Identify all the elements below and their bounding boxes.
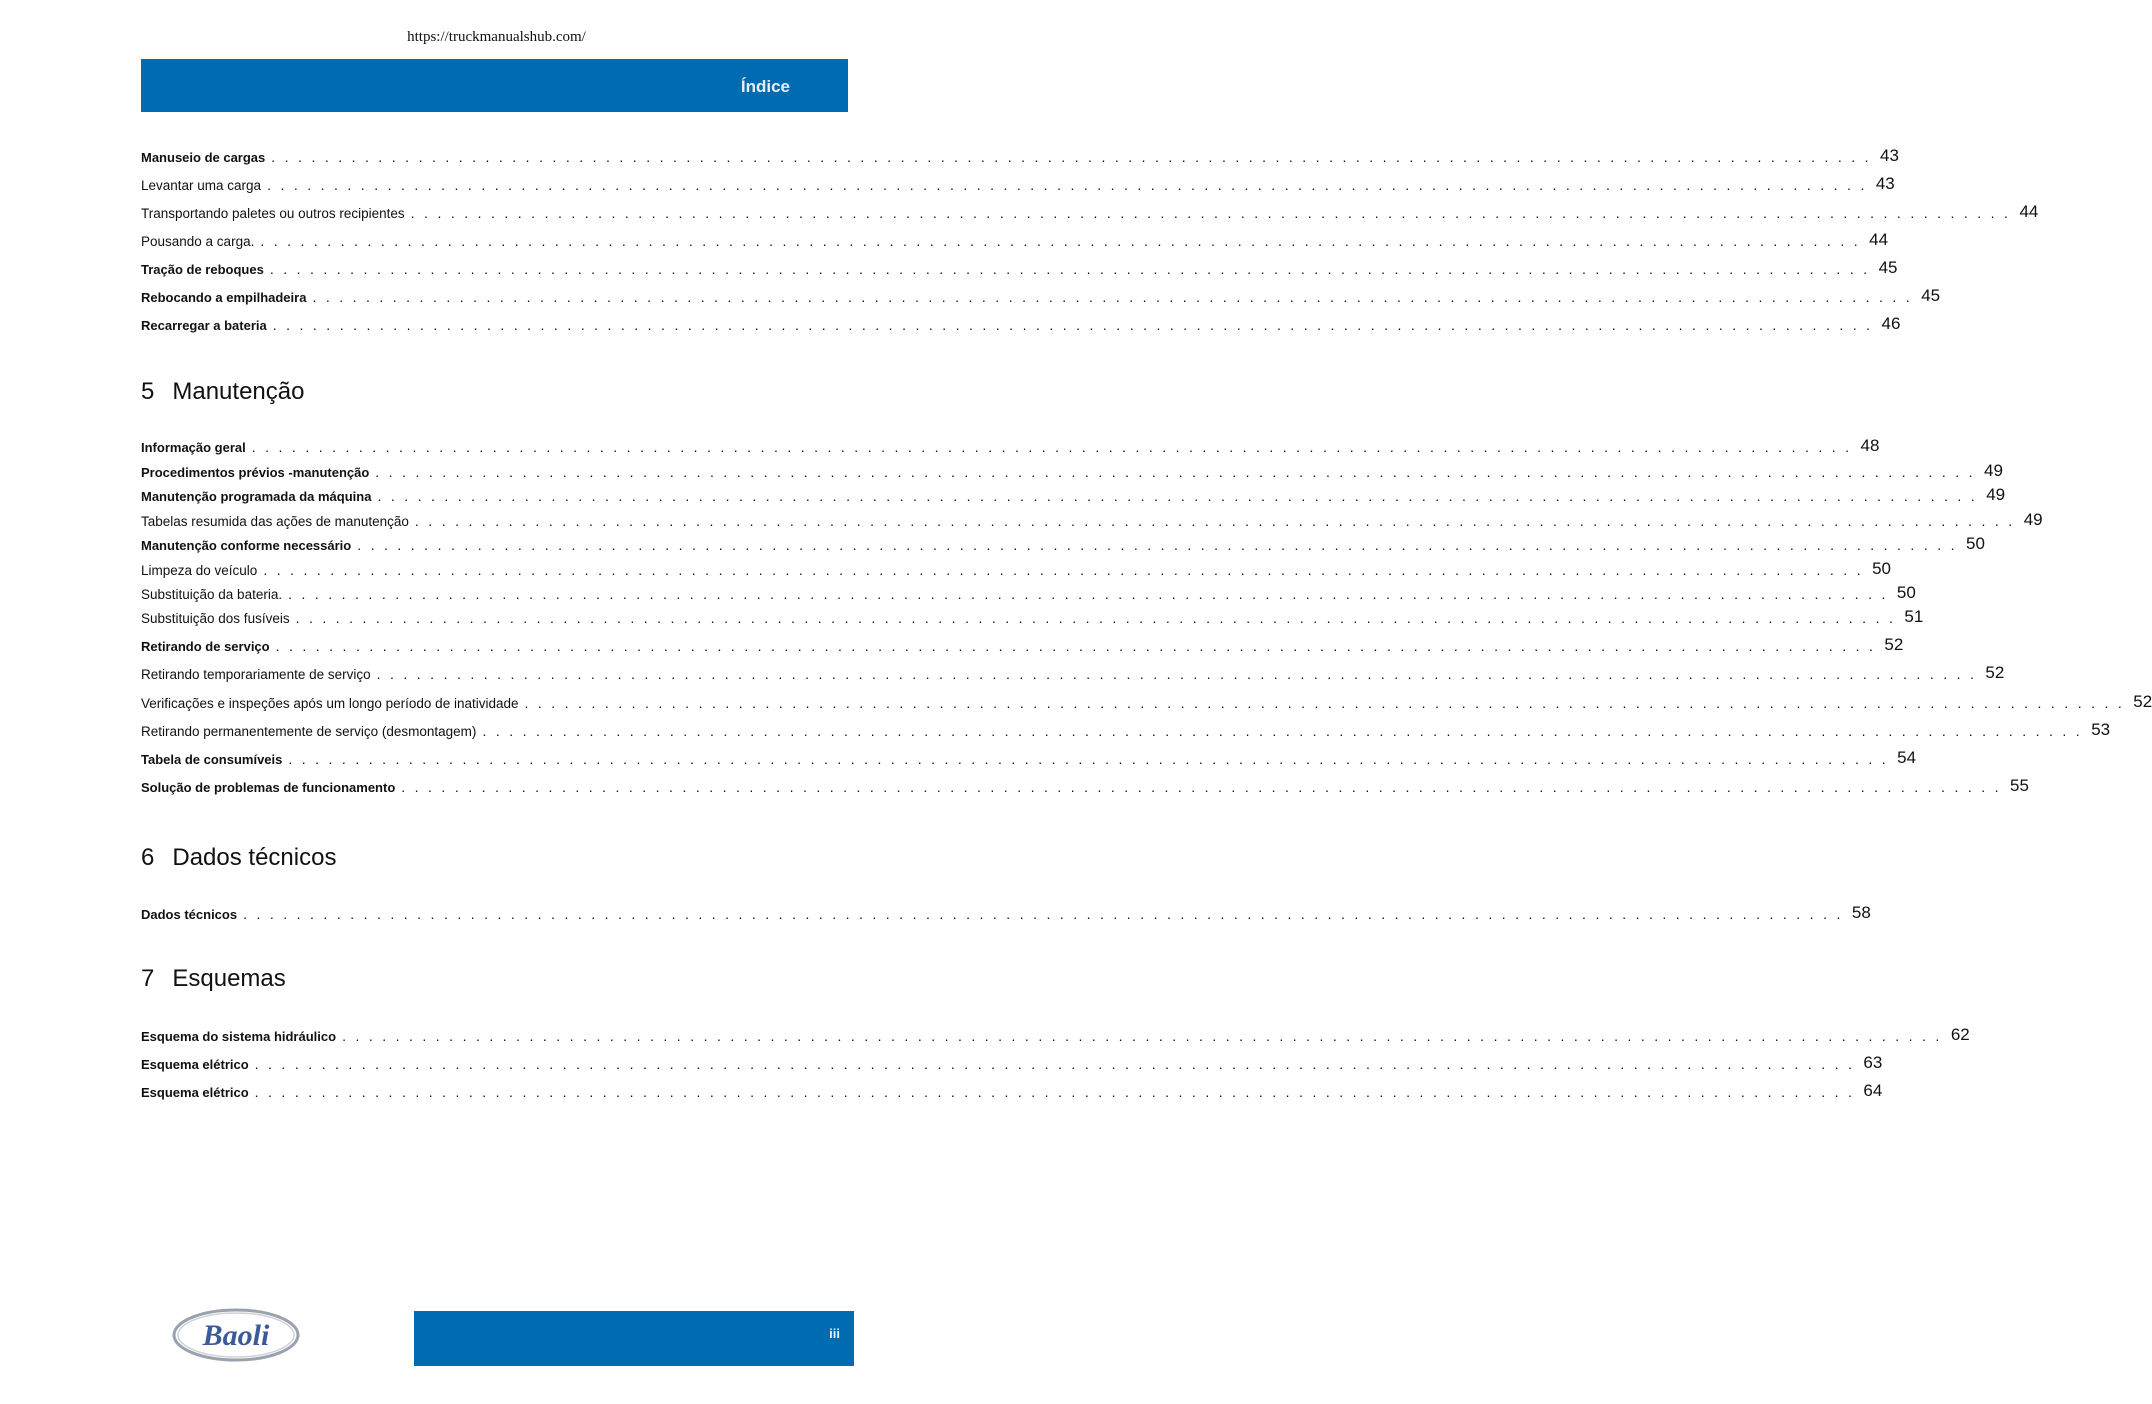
section-title: Dados técnicos bbox=[172, 844, 337, 871]
toc-entry-page: 49 bbox=[2023, 510, 2043, 529]
toc-entry-page: 49 bbox=[1984, 461, 2003, 480]
toc-entry[interactable] bbox=[141, 719, 2111, 739]
toc-entry-page: 50 bbox=[1966, 534, 1985, 553]
toc-entry-page: 48 bbox=[1860, 436, 1880, 455]
toc-entry-label: Esquema elétrico bbox=[141, 1057, 249, 1072]
toc-entry-page: 64 bbox=[1863, 1081, 1883, 1100]
baoli-logo bbox=[170, 1303, 304, 1367]
dot-leader: ........................................................................................................................ bbox=[357, 537, 1964, 553]
toc-entry-label: Rebocando a empilhadeira bbox=[141, 290, 307, 305]
toc-entry-label: Recarregar a bateria bbox=[141, 318, 267, 333]
toc-entry-label: Tabelas resumida das ações de manutenção bbox=[141, 514, 409, 529]
dot-leader: ........................................................................................................................ bbox=[410, 205, 2018, 221]
dot-leader: ........................................................................................................................ bbox=[267, 177, 1874, 193]
section-heading bbox=[141, 844, 336, 872]
toc-entry[interactable] bbox=[141, 662, 2005, 682]
toc-entry-label: Manutenção programada da máquina bbox=[141, 489, 372, 504]
toc-entry[interactable] bbox=[141, 201, 2039, 221]
toc-entry-page: 54 bbox=[1897, 748, 1917, 767]
toc-entry-label: Levantar uma carga bbox=[141, 178, 262, 193]
dot-leader: ........................................................................................................................ bbox=[401, 779, 2009, 795]
dot-leader: ........................................................................................................................ bbox=[254, 1056, 1862, 1072]
toc-entry-page: 62 bbox=[1950, 1025, 1970, 1044]
toc-entry-label: Tabela de consumíveis bbox=[141, 752, 283, 767]
logo-text: Baoli bbox=[202, 1319, 270, 1352]
dot-leader: ........................................................................................................................ bbox=[275, 638, 1883, 654]
toc-entry-page: 44 bbox=[1869, 230, 1889, 249]
section-title: Manutenção bbox=[172, 378, 305, 405]
footer-bar bbox=[414, 1311, 854, 1366]
toc-entry-label: Tração de reboques bbox=[141, 262, 264, 277]
toc-entry[interactable] bbox=[141, 533, 1985, 553]
dot-leader: ........................................................................................................................ bbox=[375, 464, 1983, 480]
toc-entry[interactable] bbox=[141, 484, 2006, 504]
toc-entry-page: 52 bbox=[1985, 663, 2005, 682]
section-number: 5 bbox=[141, 378, 155, 405]
toc-entry-page: 50 bbox=[1896, 583, 1916, 602]
toc-entry-label: Retirando de serviço bbox=[141, 639, 270, 654]
toc-entry-label: Substituição dos fusíveis bbox=[141, 611, 290, 626]
toc-entry-page: 50 bbox=[1872, 559, 1892, 578]
toc-entry-page: 63 bbox=[1863, 1053, 1883, 1072]
dot-leader: ........................................................................................................................ bbox=[243, 906, 1850, 922]
toc-entry[interactable] bbox=[141, 509, 2043, 529]
toc-entry[interactable] bbox=[141, 582, 1916, 602]
toc-entry-label: Verificações e inspeções após um longo período de inatividade bbox=[141, 696, 519, 711]
toc-entry[interactable] bbox=[141, 460, 2003, 480]
toc-entry-label: Retirando temporariamente de serviço bbox=[141, 667, 371, 682]
section-number: 6 bbox=[141, 844, 155, 871]
header-title: Índice bbox=[740, 77, 790, 96]
toc-entry-label: Esquema do sistema hidráulico bbox=[141, 1029, 337, 1044]
toc-entry-label: Procedimentos prévios -manutenção bbox=[141, 465, 370, 480]
toc-entry-page: 52 bbox=[1884, 635, 1904, 654]
toc-entry-label: Informação geral bbox=[141, 440, 246, 455]
toc-entry[interactable] bbox=[141, 145, 1899, 165]
toc-entry-page: 43 bbox=[1875, 174, 1895, 193]
toc-entry[interactable] bbox=[141, 1080, 1883, 1100]
toc-entry[interactable] bbox=[141, 606, 1924, 626]
dot-leader: ........................................................................................................................ bbox=[272, 317, 1880, 333]
dot-leader: ........................................................................................................................ bbox=[482, 723, 2090, 739]
dot-leader: ........................................................................................................................ bbox=[376, 666, 1984, 682]
toc-entry-label: Manuseio de cargas bbox=[141, 150, 266, 165]
toc-entry-page: 51 bbox=[1904, 607, 1924, 626]
toc-entry[interactable] bbox=[141, 285, 1941, 305]
dot-leader: ........................................................................................................................ bbox=[263, 562, 1871, 578]
toc-entry-page: 45 bbox=[1921, 286, 1941, 305]
toc-entry-page: 55 bbox=[2010, 776, 2029, 795]
toc-entry[interactable] bbox=[141, 173, 1895, 193]
dot-leader: ........................................................................................................................ bbox=[260, 233, 1868, 249]
toc-entry-label: Substituição da bateria. bbox=[141, 587, 283, 602]
dot-leader: ........................................................................................................................ bbox=[342, 1028, 1949, 1044]
toc-entry-page: 58 bbox=[1851, 903, 1871, 922]
toc-entry-page: 44 bbox=[2019, 202, 2039, 221]
section-number: 7 bbox=[141, 965, 155, 992]
dot-leader: ........................................................................................................................ bbox=[312, 289, 1920, 305]
footer-page-number: iii bbox=[829, 1326, 840, 1341]
toc-entry-page: 43 bbox=[1880, 146, 1899, 165]
toc-entry-label: Transportando paletes ou outros recipientes bbox=[141, 206, 405, 221]
toc-entry-label: Retirando permanentemente de serviço (desmontagem) bbox=[141, 724, 477, 739]
dot-leader: ........................................................................................................................ bbox=[251, 439, 1859, 455]
toc-entry-page: 46 bbox=[1881, 314, 1901, 333]
toc-entry-label: Dados técnicos bbox=[141, 907, 238, 922]
dot-leader: ........................................................................................................................ bbox=[271, 149, 1879, 165]
toc-entry-label: Esquema elétrico bbox=[141, 1085, 249, 1100]
header-bar bbox=[141, 59, 848, 112]
source-url: https://truckmanualshub.com/ bbox=[407, 29, 586, 45]
toc-entry-page: 49 bbox=[1986, 485, 2006, 504]
dot-leader: ........................................................................................................................ bbox=[414, 513, 2022, 529]
toc-entry-label: Manutenção conforme necessário bbox=[141, 538, 352, 553]
toc-entry[interactable] bbox=[141, 558, 1892, 578]
toc-entry[interactable] bbox=[141, 257, 1898, 277]
toc-entry[interactable] bbox=[141, 1024, 1970, 1044]
toc-entry[interactable] bbox=[141, 747, 1917, 767]
dot-leader: ........................................................................................................................ bbox=[295, 610, 1903, 626]
section-title: Esquemas bbox=[172, 965, 286, 992]
dot-leader: ........................................................................................................................ bbox=[288, 751, 1896, 767]
toc-entry-label: Pousando a carga. bbox=[141, 234, 255, 249]
dot-leader: ........................................................................................................................ bbox=[524, 695, 2132, 711]
toc-entry-page: 45 bbox=[1878, 258, 1898, 277]
dot-leader: ........................................................................................................................ bbox=[254, 1084, 1862, 1100]
dot-leader: ........................................................................................................................ bbox=[288, 586, 1895, 602]
toc-entry[interactable] bbox=[141, 1052, 1883, 1072]
dot-leader: ........................................................................................................................ bbox=[269, 261, 1877, 277]
toc-entry[interactable] bbox=[141, 634, 1904, 654]
toc-entry[interactable] bbox=[141, 313, 1901, 333]
toc-entry[interactable] bbox=[141, 902, 1871, 922]
toc-entry[interactable] bbox=[141, 775, 2029, 795]
toc-entry-label: Solução de problemas de funcionamento bbox=[141, 780, 396, 795]
dot-leader: ........................................................................................................................ bbox=[377, 488, 1985, 504]
toc-entry-page: 53 bbox=[2091, 720, 2111, 739]
toc-entry-page: 52 bbox=[2133, 692, 2152, 711]
toc-entry[interactable] bbox=[141, 435, 1880, 455]
section-heading bbox=[141, 965, 286, 993]
toc-entry-label: Limpeza do veículo bbox=[141, 563, 258, 578]
toc-entry[interactable] bbox=[141, 229, 1889, 249]
section-heading bbox=[141, 378, 304, 406]
toc-entry[interactable] bbox=[141, 691, 2152, 711]
